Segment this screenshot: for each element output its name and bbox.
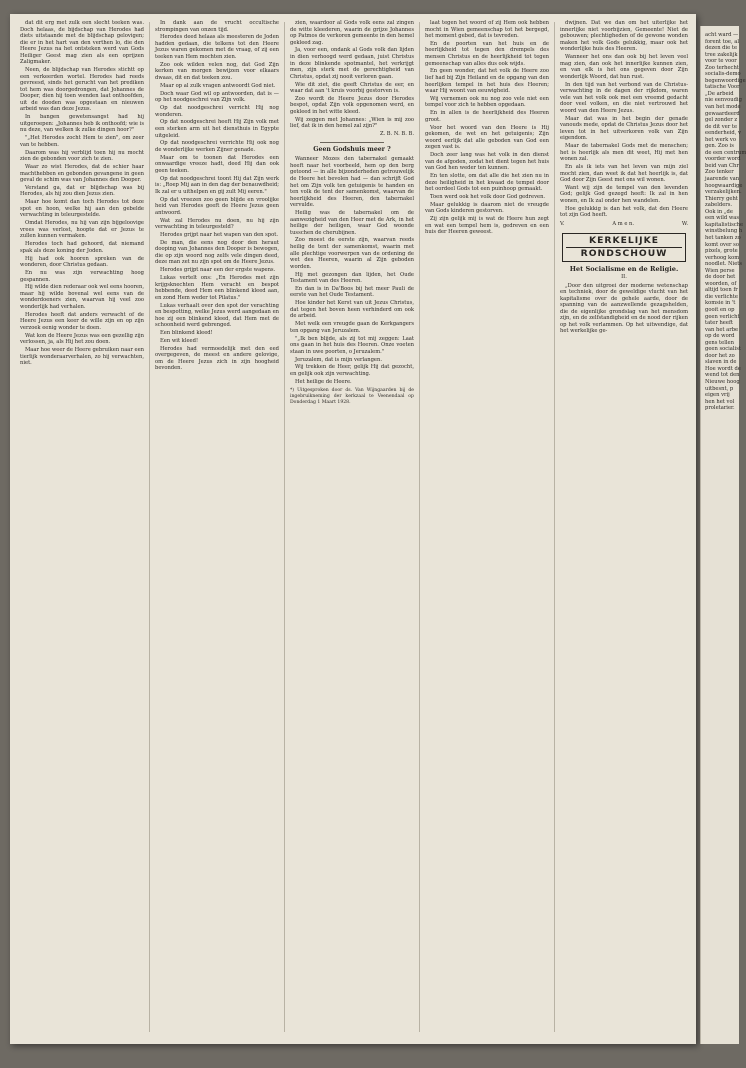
column-rule [419, 22, 420, 1032]
adjacent-page-line: tatische Voor [705, 84, 740, 91]
paragraph: Op dat vreezen zoo geen blijde en vroolijke heid van Herodes geeft de Heere Jezus geen antwoord. [155, 196, 279, 216]
adjacent-page-line: Wien perse [705, 267, 735, 274]
column-3 [290, 20, 414, 1036]
adjacent-page [700, 26, 746, 1044]
adjacent-page-text [701, 26, 746, 412]
paragraph: dwijnen. Dat we dan om het uiterlijke het innerlijke niet voorbijzien, Gemeente! Niet de gebouwen; plechtigheden of de gewone wonden maken het volk Gods gelukkig, maar ook het wonderlijke huis des Heeren. [560, 20, 688, 53]
paragraph: Maar gelukkig is daarom niet de vreugde van Gods kinderen gestorven. [425, 201, 549, 215]
paragraph: Hij wilde dien rederaar ook wel eens hooren, maar hij wilde bovenal wel eens van de wonderdoeners zien, waarvan hij veel zoo wonderlijk had verhalen. [20, 284, 144, 310]
paragraph: En nu was zijn verwachting hoog gespannen. [20, 269, 144, 283]
paragraph: Hij met gezongen dan lijden, het Oude Testament van des Heeren. [290, 271, 414, 285]
paragraph: Want wij zijn de tempel van den levenden God; gelijk God gezegd heeft: Ik zal in hen wonen, en Ik zal onder hen wandelen. [560, 184, 688, 204]
paragraph: Maar dat was in het begin der genade vanouds mede, opdat de Christus Jezus door het leven tot in het uitverkoren volk van Zijn eigendom. [560, 115, 688, 142]
adjacent-page-line: het werk vo [705, 136, 736, 143]
paragraph: Verstand ga, dat er blijdschap was bij Herodes, als hij zou dien Jezus zien. [20, 184, 144, 198]
adjacent-page-line: Ook in „de [705, 208, 733, 215]
paragraph: Hoe gelukkig is dan het volk, dat den Heere tot zijn God heeft. [560, 205, 688, 219]
paragraph: In bangen gewetensangst had hij uitgeroepen: „Johannes heb ik onthoofd; wie is nu deze, van welken ik zulke dingen hoor?" [20, 114, 144, 134]
adjacent-page-line: wend tot den [705, 372, 740, 379]
adjacent-page-line: voorder word [705, 156, 741, 163]
paragraph: Op dat noodgeschrei verrichte Hij ook nog de wonderlijke werken Zijner genade. [155, 140, 279, 153]
adjacent-page-line: hen het vol [705, 398, 735, 405]
adjacent-page-line: die verlichte [705, 293, 738, 300]
paragraph: Op dat noodgeschrei verricht Hij nog wonderen. [155, 105, 279, 118]
paragraph: Wanneer het ons dan ook bij het leven veel mag zien, dan ook het innerlijke kunnen zien, en van elk is het ons gegeven door Zijn wonderlijk Woord, dat hun rust. [560, 54, 688, 80]
adjacent-page-line: zabelders. [705, 202, 733, 209]
paragraph: En geen wonder, dat het volk de Heere zoo lief had bij Zijn Heiland en de opgang van den heerlijken tempel in het huis des Heeren; waar Hij woont van eeuwigheid. [425, 68, 549, 95]
paragraph: Herodes deed helaas als meesteren de Joden hadden gedaan, die telkens tot den Heere Jezus waren gekomen met de vraag, of zij een teeken van Hem mochten zien. [155, 34, 279, 61]
adjacent-page-line: nie eenvoudig [705, 97, 742, 104]
adjacent-page-line: pixels, grote [705, 248, 738, 255]
adjacent-page-line: noodlet. Niets [705, 261, 743, 268]
author-signature: Z. B. N. B. B. [380, 131, 414, 138]
adjacent-page-line: beid van Chr [705, 162, 739, 169]
adjacent-page-line: verzakelijken. [705, 189, 742, 196]
paragraph: In dank aan de vrucht occultische strompingen van onzen tijd. [155, 20, 279, 33]
paragraph: En de poorten van het huis en de heerlijkheid tot tegen den drempels des mensen Christus en de heerlijkheid tot tegen gemeenschap van alles dus ook wijds. [425, 40, 549, 67]
newspaper-page [10, 14, 696, 1044]
paragraph: Herodes had vermoedelijk met den eed overgegeven, de meest en andere gelovige, om de Heere Jezus zich in zijn hoogheid bevonden. [155, 345, 279, 372]
paragraph: Maar hoe komt dan toch Herodes tot deze spot en hoon, welke hij aan den gebelde verwachting in teleurgestelde. [20, 199, 144, 219]
paragraph: laat tegen het woord of zij Hem ook hebben mocht in Wien gemeenschap tot het bergegd, het moment gebed, dat is tevreden. [425, 20, 549, 40]
paragraph: Heilig was de tabernakel om de aanwezigheid van den Heer met de Ark, in het heilige der heiligen, waar God woonde tusschen de cherubijnen. [290, 210, 414, 236]
adjacent-page-line: de dit ver te [705, 123, 738, 130]
paragraph: Zoo moest de eerste zijn, waarvan reeds heilig de tent der samenkomst, waarin met alle plechtige voorwerpen van de ordening de wet des Heeren, waarin al Zijn geboden worden. [290, 237, 414, 270]
paragraph: Wanneer Mozes den tabernakel gemaakt heeft naar het voorbeeld, hem op den berg getoond — in alle bijzonderheden getrouwelijk de Heere het bevolen had — dan schrijft God het om Zijn volk ten getuigenis te handen en ten volk de tent der samenkomst, waarvan de heerlijkheid des Heeren, den tabernakel vervulde. [290, 156, 414, 209]
paragraph: Daarom was hij verblijd toen hij nu mocht zien de gebonden voor zich te zien. [20, 149, 144, 163]
paragraph: Waar zo wist Herodes, dat de schier haar machthebben en gebonden gevangene in geen geval de schim was van Johannes den Dooper. [20, 163, 144, 184]
paragraph: En als ik iets van het leven van mijn ziel mocht zien, dan weet ik dat het heerlijk is, dat God door Zijn Geest met ons wil wonen. [560, 163, 688, 184]
paragraph: "„Het Herodes zocht Hem te zien", om zeer van te hebben. [20, 135, 144, 148]
paragraph: Het heilige de Heere. [295, 378, 352, 385]
paragraph: Jeruzalem, dat is mijn verlangen. [295, 356, 382, 363]
paragraph: „Door den uitgroei der moderne wetenschap en techniek, door de geweldige vlucht van het kapitalisme over de gehele aarde, door de spanning van de aanzwellende gezagshelden, die de eigenlijke grondslag van het mensdom zijn, en de zelfstandigheid en de nood der rijken op het volk verlammen. Op het uitwendige, dat het werkelijke ge- [560, 282, 688, 335]
adjacent-page-line: de een centrum [705, 149, 746, 156]
column-1 [20, 20, 144, 1036]
paragraph: Wat kon de Heere Jezus was een gezellig zijn verlossen, ja, als Hij het zou doen. [20, 332, 144, 346]
column-rule [149, 22, 150, 1032]
adjacent-page-line: op de word [705, 333, 735, 340]
paragraph: Zij zijn gelijk mij is wat de Heere hun zegt en wat een tempel hem is, gedreven en een huis der Heeren geweest. [425, 216, 549, 236]
adjacent-page-line: gewaardeerd [705, 110, 740, 117]
adjacent-page-line: komsie in 't [705, 300, 736, 307]
paragraph: Toen werd ook het volk door God gedreven. [430, 194, 546, 201]
adjacent-page-line: Zoo terhecht [705, 64, 739, 71]
paragraph: Maar hoe weer de Heere gebruiken naar een tierlijk wonderaarverhalen, zo hij verwachten, niet. [20, 347, 144, 367]
paragraph: dat dit erg met zulk een slecht teeken was. Doch helaas, de bijdschap van Herodes had diets uitstaande met de blijdschap gelovigen; die er in het hart van den verthen lo, die den Heere Jezus na het ontsteken werd van Gods Heiliger Geest mag zien als een oprijzen Zaligmaker. [20, 20, 144, 66]
paragraph: Voor het woord van den Heere is Hij gekomen, de wet en het getuigenis; Zijn woord eerlijk dat alle geboden van God een zegen vast is. [425, 124, 549, 151]
adjacent-page-line: gooit en op [705, 306, 735, 313]
adjacent-page-line: slaven in de [705, 359, 737, 366]
adjacent-page-line: hoogwaardige [705, 182, 743, 189]
section-number: II. [621, 274, 627, 281]
article-title: Geen Godshuis meer ? [313, 145, 391, 153]
paragraph: Zoo ook wilden velen nog, dat God Zijn kerken van morgen bewijzen voor elkaars dwaas, dit en dat teeken zou. [155, 61, 279, 81]
paragraph: Hoe kinder het Kerst van uit Jezus Christus, dat tegen het boven heen verhinderd om ook de arbeid. [290, 300, 414, 320]
paragraph: Wij zeggen met Johannes: „Wien is mij zoo lief, dat ik in den hemel zal zijn?" [290, 116, 414, 130]
paragraph: In den tijd van het verbond van de Christus-verwachting in de dagen der rijkdom, waren vele van het volk ook met een vreemd gedacht door veel volken, en die niet vertrouwd het woord van den Heere Jezus. [560, 81, 688, 114]
adjacent-page-line: socialis-demo [705, 71, 741, 78]
adjacent-page-line: voor te voor [705, 58, 737, 65]
paragraph: Doch waar God wil op antwoorden, dat is — op het noodgeschrei van Zijn volk. [155, 90, 279, 104]
adjacent-page-line: Zoo tenker [705, 169, 734, 176]
adjacent-page-line: eenderheid, v [705, 130, 741, 137]
adjacent-page-line: begenwoordige [705, 77, 746, 84]
paragraph: Lukas verhaalt over den spot der verachting en bespotting, welke Jezus werd aangedaan en hoe zij een blinkend kleed, dat Hem met de schoonheid werd gebrenged. [155, 302, 279, 329]
paragraph: Op dat noodgeschrei toont Hij dat Zijn werk is: „Roep Mij aan in den dag der benauwdheid; Ik zal er u uithelpen en gij zult Mij eeren." [155, 175, 279, 195]
banner-line-2: RONDSCHOUW [566, 247, 682, 259]
adjacent-page-line: gen. Zoo is [705, 143, 734, 150]
adjacent-page-line: geen socialist [705, 346, 741, 353]
adjacent-page-line: verhoog kom [705, 254, 740, 261]
paragraph: En in allen is de heerlijkheid des Heeren groot. [425, 110, 549, 123]
column-4 [425, 20, 549, 1036]
paragraph: Met welk een vreugde gaan de Kerkgangers ten opgang van Jeruzalem. [290, 321, 414, 334]
paragraph: Wij vernemen ook nu nog zoo vele niet een tempel voor zich te hebben opgedaan. [425, 95, 549, 109]
adjacent-page-line: Hoe wordt de [705, 365, 741, 372]
column-rule [284, 22, 285, 1032]
paragraph: Ja, voor een, ondank al Gods volk dan lijden in dien verhoogd werd gedaan, juist Christus in deze blinkende spotmantel, het verkrijgt men, zijn sterk met de gerechtigheid van Christus, opdat zij nooit verloren gaan. [290, 47, 414, 80]
paragraph: Hij had ook hooren spreken van de wonderen, door Christus gedaan. [20, 255, 144, 269]
adjacent-page-line: Nieuwe hoog [705, 378, 740, 385]
section-subheading: Het Socialisme en de Religie. [569, 265, 679, 274]
paragraph: Wat zal Herodes nu doen, nu hij zijn verwachting in teleurgesteld? [155, 217, 279, 231]
adjacent-page-line: kapitalistische [705, 221, 744, 228]
adjacent-page-line: uitbesnt, p [705, 385, 734, 392]
adjacent-page-line: Thierry geht [705, 195, 738, 202]
adjacent-page-line: door het zo [705, 352, 735, 359]
section-banner [562, 233, 686, 262]
paragraph: Wij trekken de Heer, gelijk Hij dat gezocht, en gelijk ook zijn verwachting. [290, 364, 414, 377]
adjacent-page-line: van het arbe [705, 326, 739, 333]
adjacent-page-line: dezen die te [705, 45, 738, 52]
adjacent-page-line: geen verlicht [705, 313, 740, 320]
adjacent-page-line: acht ward — [705, 32, 739, 38]
adjacent-page-line: van het mode [705, 104, 741, 111]
adjacent-page-line: het tanken zo [705, 234, 741, 241]
banner-line-1: KERKELIJKE [589, 235, 659, 247]
paragraph: Maar de tabernakel Gods met de menschen; het is heerlijk als men dit weet, Hij met hen wonen zal. [560, 143, 688, 163]
paragraph: Een blinkend kleed! [160, 330, 213, 337]
paragraph: "„Ik ben blijde, als zij tot mij zeggen: Laat ons gaan in het huis des Heeren. Onze voeten staan in uwe poorten, o Jeruzalem." [290, 335, 414, 355]
paragraph: Doch zeer lang was het volk in den dienst van de afgoden, zodat het dient tegen het huis van God hen weder ten kunnen. [425, 152, 549, 172]
adjacent-page-line: gel zonder z [705, 117, 738, 124]
adjacent-page-line: de door het [705, 274, 736, 281]
adjacent-page-line: gens tellen [705, 339, 734, 346]
paragraph: Maar om te toonen dat Herodes een onwaardige vreeze hadt, deed Hij dan ook geen teeken. [155, 154, 279, 174]
amen-line [560, 221, 688, 228]
paragraph: Herodes heeft dat anders verwacht of de Heere Jezus een keer de wille zijn en op zijn verzoek eenig wonder te doen. [20, 311, 144, 331]
paragraph: Op dat noodgeschrei heeft Hij Zijn volk met een sterken arm uit het diensthuis in Egypte uitgeleid. [155, 119, 279, 139]
adjacent-page-line: eigen vrij [705, 392, 730, 399]
adjacent-page-line: forent toe, al [705, 38, 739, 45]
paragraph: Wie dit ziet, die geeft Christus de eer, en waar dat aan 't kruis voorbij gestorven is. [290, 81, 414, 95]
paragraph: Lukas vertelt ons: „En Herodes met zijn krijgsknechten Hem veracht en bespot hebbende, deed Hem een blinkend kleed aan, en zond Hem weder tot Pilatus." [155, 275, 279, 301]
column-5 [560, 20, 688, 1036]
paragraph: Herodes toch had gehoord, dat niemand spak als deze koning der Joden. [20, 241, 144, 254]
paragraph: Maar op al zulk vragen antwoordt God niet. [160, 82, 276, 89]
paragraph: zien, waardoor al Gods volk eens zal zingen de witte kleederen, waarin de grijze Johannes op Patmos de verkoren gemeente in den hemel gekleed zag. [290, 20, 414, 46]
paragraph: Een wit kleed! [160, 337, 199, 344]
signature-left: V. [560, 220, 565, 227]
adjacent-page-line: komt over so [705, 241, 739, 248]
adjacent-page-line: een wild was [705, 215, 740, 222]
adjacent-page-line: jaarende van [705, 176, 740, 183]
signature-right: W. [681, 220, 688, 227]
paragraph: En ten slotte, om dat alle die het zien nu in deze heiligheid in het kwaad de tempel door het oordeel Gods tot een puinhoop gemaakt. [425, 173, 549, 193]
adjacent-page-line: „De arbeid [705, 90, 734, 97]
adjacent-page-line: proletarier. [705, 405, 735, 412]
adjacent-page-line: winstbelung h [705, 228, 743, 235]
column-rule [554, 22, 555, 1032]
paragraph: Herodes grijpt naar een der ergste wapens. [160, 267, 276, 274]
paragraph: En dan is in Da'Boos bij het meer Pauli de eerste van het Oude Testament. [290, 285, 414, 299]
adjacent-page-line: tater heeft [705, 320, 733, 327]
paragraph: Herodes grijpt naar het wapen van den spot. [160, 231, 278, 238]
adjacent-page-line: woorden, of [705, 280, 737, 287]
footnote: *) Uitgesproken door ds. Van Wijngaarden bij de ingebruikneming der kerkzaal te Veenendaal op Donderdag 1 Maart 1928. [290, 388, 414, 405]
paragraph: Omdat Herodes, nu hij van zijn bijgeloovige vrees was verlost, hoopte dat er Jezus te zullen kunnen vermaken. [20, 220, 144, 240]
paragraph: De man, die eens nog door den heraut dooping van Johannes den Dooper is bewogen, die op zijn woord nog zelfs vele dingen deed, deze man zet nu zijn spot om de Heere Jezus. [155, 239, 279, 266]
amen-text: A m e n. [612, 220, 635, 227]
separator-rule [320, 142, 384, 143]
adjacent-page-line: tree zakelijk [705, 51, 738, 58]
adjacent-page-line: altijd toen fr [705, 287, 738, 294]
paragraph: Zoo wordt de Heere Jezus door Herodes bespot, opdat Zijn volk opgenomen werd, en gekleed in het witte kleed. [290, 95, 414, 115]
column-2 [155, 20, 279, 1036]
paragraph: Neen, de blijdschap van Herodes stichtt op een verkeerden wortel. Herodes had reeds gevreesd, sinds het gerucht van het prediken tot hem was doorgedrongen, dat Johannes de Dooper, dien hij toen wenden laat onthoofden, uit de dooden was opgestaan en nieuwen arbeid was dan deze Jezus. [20, 67, 144, 113]
